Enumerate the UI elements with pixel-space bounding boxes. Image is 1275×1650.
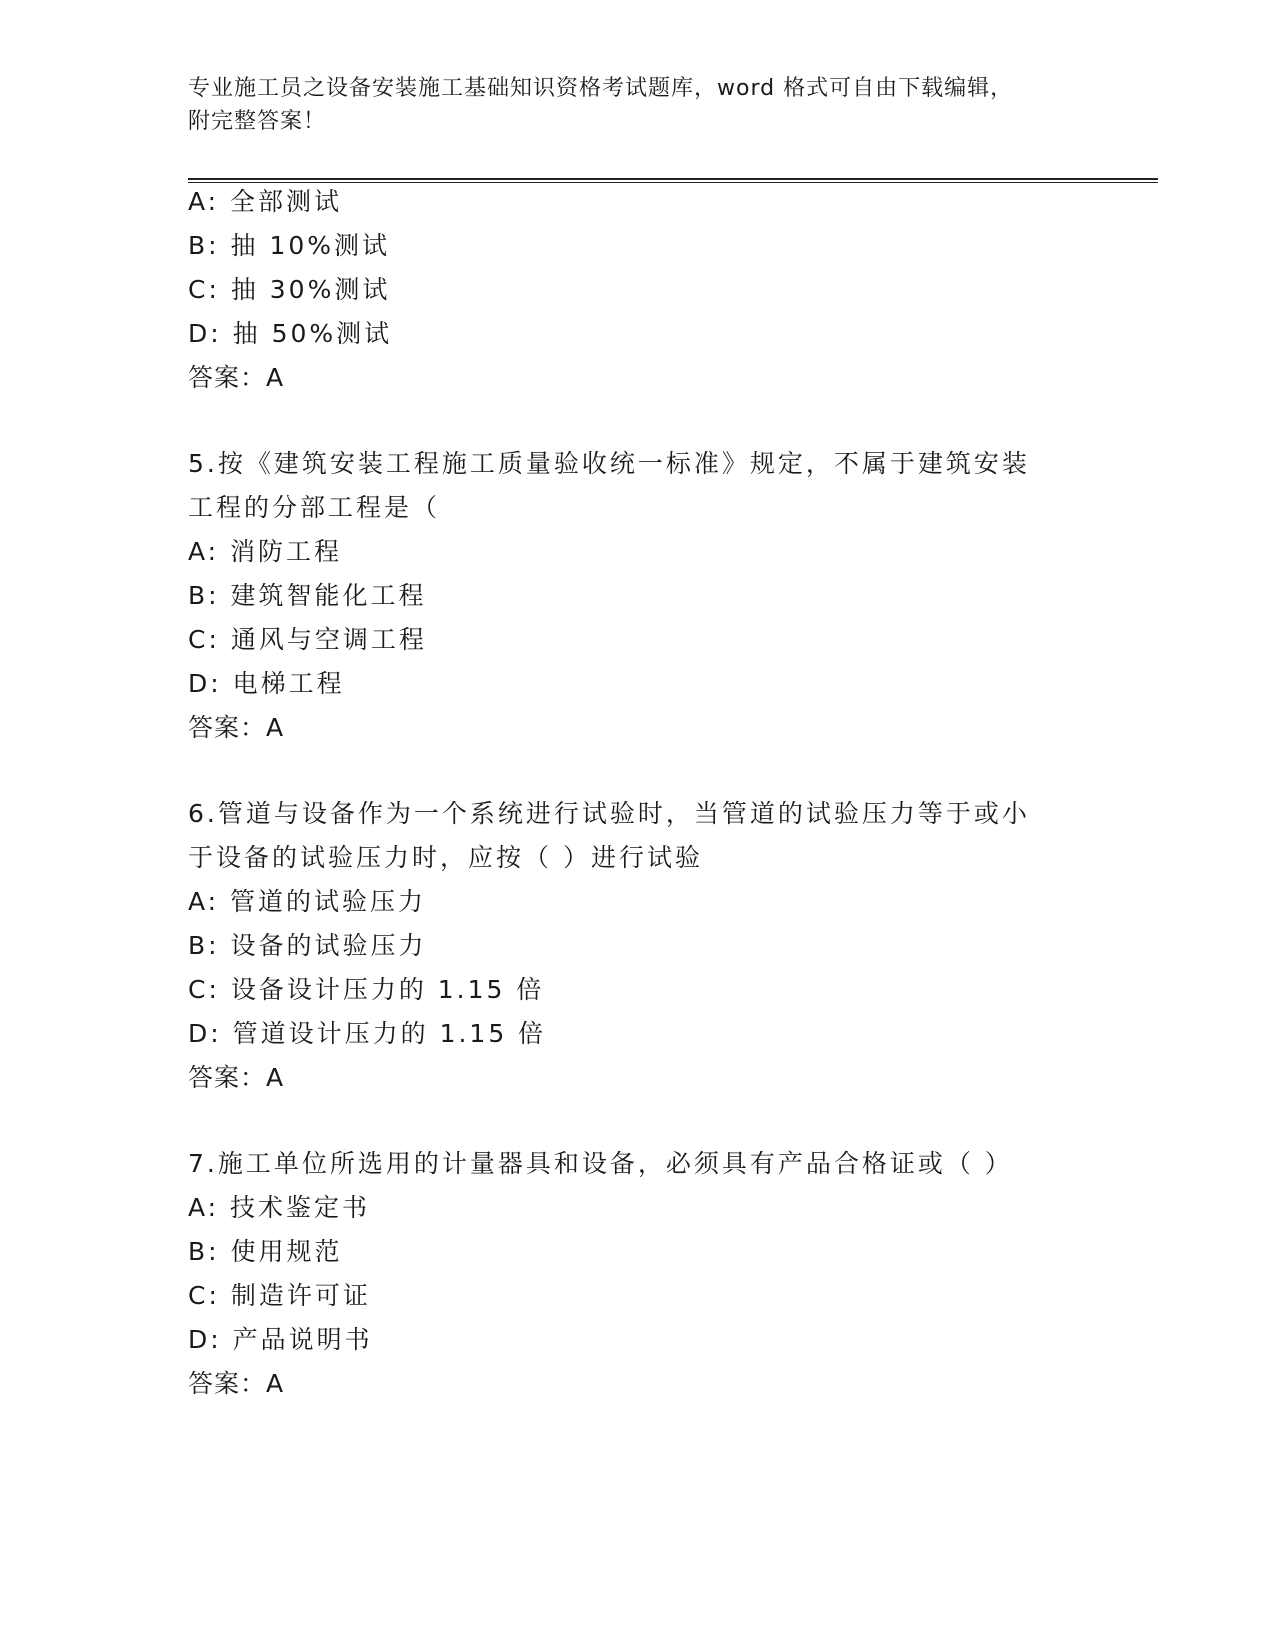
q5-option-c: C: 通风与空调工程	[188, 625, 427, 654]
q7-answer: 答案：A	[188, 1369, 285, 1398]
q6-stem-line-2: 于设备的试验压力时，应按（ ）进行试验	[188, 843, 703, 872]
q4-option-d: D: 抽 50%测试	[188, 319, 393, 348]
q5-answer: 答案：A	[188, 713, 285, 742]
q5-option-d: D: 电梯工程	[188, 669, 345, 698]
q4-option-b: B: 抽 10%测试	[188, 231, 391, 260]
q7-option-c: C: 制造许可证	[188, 1281, 371, 1310]
document-header	[188, 72, 1068, 138]
q6-option-c: C: 设备设计压力的 1.15 倍	[188, 975, 545, 1004]
q6-option-a: A: 管道的试验压力	[188, 887, 427, 916]
q6-option-b: B: 设备的试验压力	[188, 931, 427, 960]
q4-option-a: A: 全部测试	[188, 187, 343, 216]
q6-answer: 答案：A	[188, 1063, 285, 1092]
header-line-2: 附完整答案！	[188, 109, 327, 134]
q5-stem-line-2: 工程的分部工程是（	[188, 493, 441, 522]
q7-option-a: A: 技术鉴定书	[188, 1193, 371, 1222]
q6-option-d: D: 管道设计压力的 1.15 倍	[188, 1019, 547, 1048]
q7-stem-line-1: 7.施工单位所选用的计量器具和设备，必须具有产品合格证或（ ）	[188, 1149, 1013, 1178]
q4-option-c: C: 抽 30%测试	[188, 275, 391, 304]
q6-stem-line-1: 6.管道与设备作为一个系统进行试验时，当管道的试验压力等于或小	[188, 799, 1030, 828]
q7-option-d: D: 产品说明书	[188, 1325, 373, 1354]
q7-option-b: B: 使用规范	[188, 1237, 343, 1266]
q5-stem-line-1: 5.按《建筑安装工程施工质量验收统一标准》规定，不属于建筑安装	[188, 449, 1030, 478]
q5-option-a: A: 消防工程	[188, 537, 343, 566]
q4-answer: 答案：A	[188, 363, 285, 392]
header-divider	[188, 178, 1158, 183]
header-line-1: 专业施工员之设备安装施工基础知识资格考试题库，word 格式可自由下载编辑，	[188, 76, 1014, 101]
q5-option-b: B: 建筑智能化工程	[188, 581, 427, 610]
